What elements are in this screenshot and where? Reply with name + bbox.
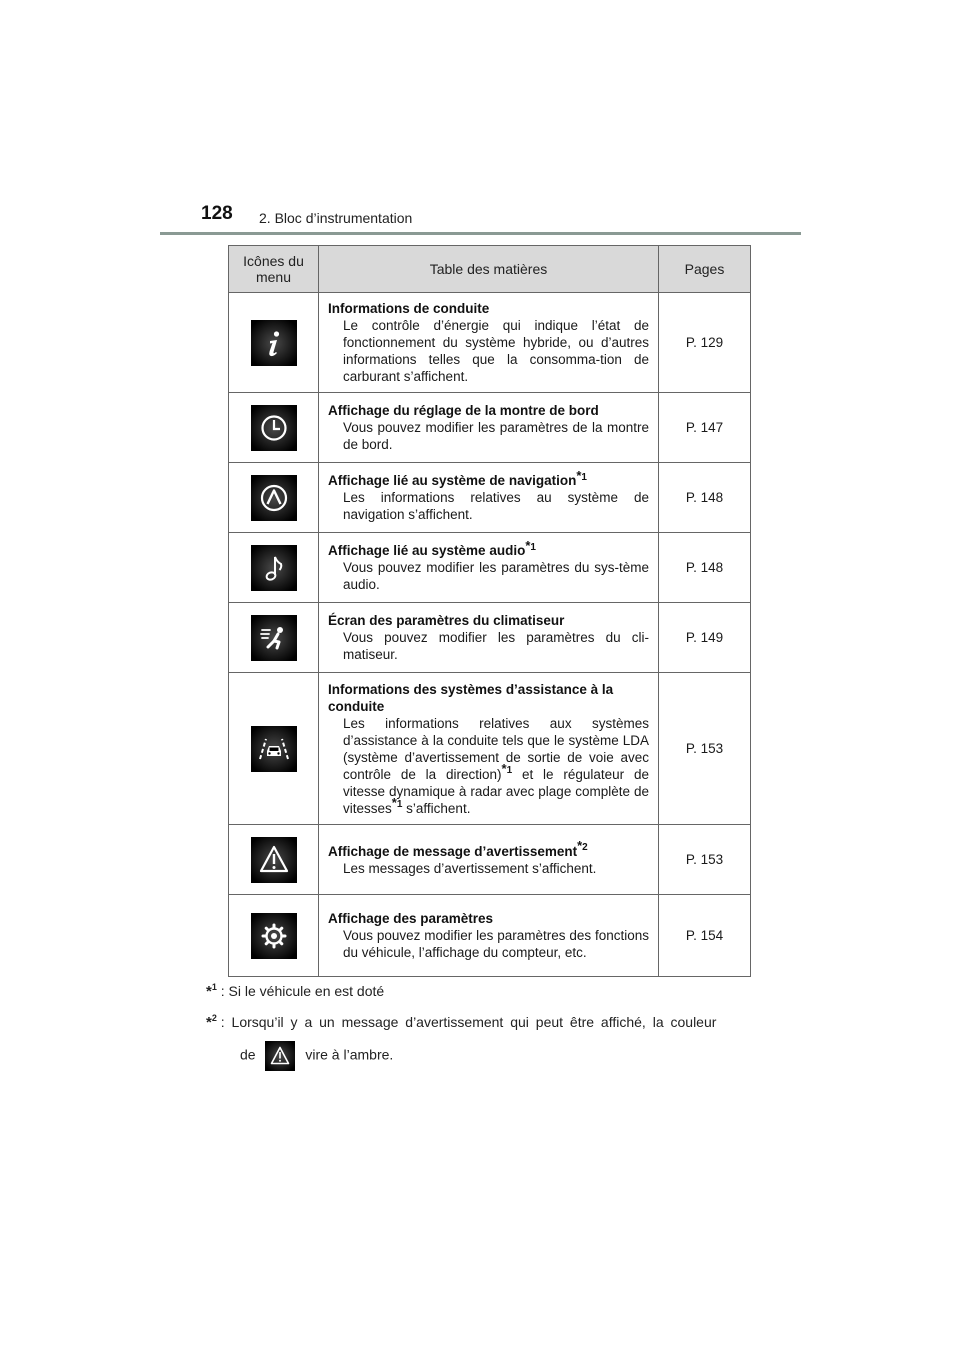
table-header-row bbox=[229, 246, 751, 293]
table-row bbox=[229, 293, 751, 393]
footnote-2: *$^2$ : Lorsqu’il y a un message d’avertissement qui peut être affiché, la couleur bbox=[206, 1013, 717, 1031]
column-header-contents: Table des matières bbox=[319, 246, 659, 293]
warning-icon bbox=[251, 837, 297, 883]
footnote-ref: 1 bbox=[506, 765, 513, 776]
info-icon bbox=[251, 320, 297, 366]
table-row bbox=[229, 673, 751, 825]
footnote-ref: 1 bbox=[581, 471, 587, 483]
footnote-2-continuation: de vire à l’ambre. bbox=[240, 1041, 393, 1071]
footnote-ref: 2 bbox=[582, 842, 588, 853]
footnote-text: : Si le véhicule en est doté bbox=[220, 983, 385, 999]
page-reference: P. 148 bbox=[659, 463, 751, 533]
navigation-icon bbox=[251, 475, 297, 521]
item-description: Vous pouvez modifier les paramètres de la montre de bord. bbox=[343, 420, 649, 452]
item-description: Vous pouvez modifier les paramètres des fonctions du véhicule, l’affichage du compteur, etc. bbox=[343, 928, 649, 960]
item-description: Le contrôle d’énergie qui indique l’état de fonctionnement du système hybride, ou d’autres informations telles que la consomma-tion de carburant s’affichent. bbox=[343, 318, 649, 384]
item-title: Informations des systèmes d’assistance à la conduite bbox=[328, 681, 614, 714]
item-title: Affichage lié au système de navigation bbox=[328, 473, 577, 488]
page-reference: P. 149 bbox=[659, 603, 751, 673]
page-reference: P. 153 bbox=[659, 825, 751, 895]
item-title: Informations de conduite bbox=[328, 301, 490, 316]
item-description: Les messages d’avertissement s’affichent. bbox=[343, 860, 597, 876]
item-description: Les informations relatives au système de navigation s’affichent. bbox=[343, 490, 649, 522]
table-row: Affichage lié au système audio$^{*1}$ Vous pouvez modifier les paramètres du sys-tème audio. P. 148 bbox=[229, 533, 751, 603]
table-row: Affichage de message d’avertissement$^{*2}$ Les messages d’avertissement s’affichent. P. 153 bbox=[229, 825, 751, 895]
page-reference: P. 154 bbox=[659, 895, 751, 977]
footnote-text: : Lorsqu’il y a un message d’avertissement qui peut être affiché, la couleur bbox=[220, 1014, 717, 1030]
page-reference: P. 153 bbox=[659, 673, 751, 825]
warning-icon bbox=[265, 1041, 295, 1071]
footnote-1: *$^1$ : Si le véhicule en est doté bbox=[206, 982, 385, 1000]
page-reference: P. 148 bbox=[659, 533, 751, 603]
item-description: Vous pouvez modifier les paramètres du sys-tème audio. bbox=[343, 560, 649, 592]
item-description: Vous pouvez modifier les paramètres du cli-matiseur. bbox=[343, 630, 649, 662]
driving-assist-icon bbox=[251, 726, 297, 772]
header-divider bbox=[160, 232, 801, 235]
table-row: Affichage lié au système de navigation$^{*1}$ Les informations relatives au système de navigation s’affichent. P. 148 bbox=[229, 463, 751, 533]
air-conditioner-icon bbox=[251, 615, 297, 661]
table-row bbox=[229, 393, 751, 463]
footnote-ref: 1 bbox=[530, 541, 536, 553]
table-row bbox=[229, 895, 751, 977]
page-reference: P. 147 bbox=[659, 393, 751, 463]
item-description: Les informations relatives aux systèmes d’assistance à la conduite tels que le système LDA (système d’avertissement de sortie de voie avec contrôle de la direction)$^{*1}$ et le régulateur de vitesse dynamique à radar avec plage complète de vitesses$^{*1}$ s’affichent. bbox=[343, 715, 649, 816]
gear-icon bbox=[251, 913, 297, 959]
section-title: 2. Bloc d’instrumentation bbox=[259, 210, 413, 226]
item-title: Affichage de message d’avertissement bbox=[328, 843, 578, 859]
page-reference: P. 129 bbox=[659, 293, 751, 393]
table-row bbox=[229, 603, 751, 673]
music-note-icon bbox=[251, 545, 297, 591]
clock-icon bbox=[251, 405, 297, 451]
item-title: Affichage du réglage de la montre de bord bbox=[328, 403, 599, 418]
item-title: Affichage lié au système audio bbox=[328, 543, 526, 558]
column-header-pages: Pages bbox=[659, 246, 751, 293]
column-header-icons: Icônes du menu bbox=[229, 246, 319, 293]
menu-icons-table bbox=[228, 245, 751, 977]
footnote-ref: 1 bbox=[396, 799, 403, 810]
item-title: Écran des paramètres du climatiseur bbox=[328, 613, 565, 628]
item-title: Affichage des paramètres bbox=[328, 911, 494, 926]
page-number: 128 bbox=[201, 203, 233, 224]
